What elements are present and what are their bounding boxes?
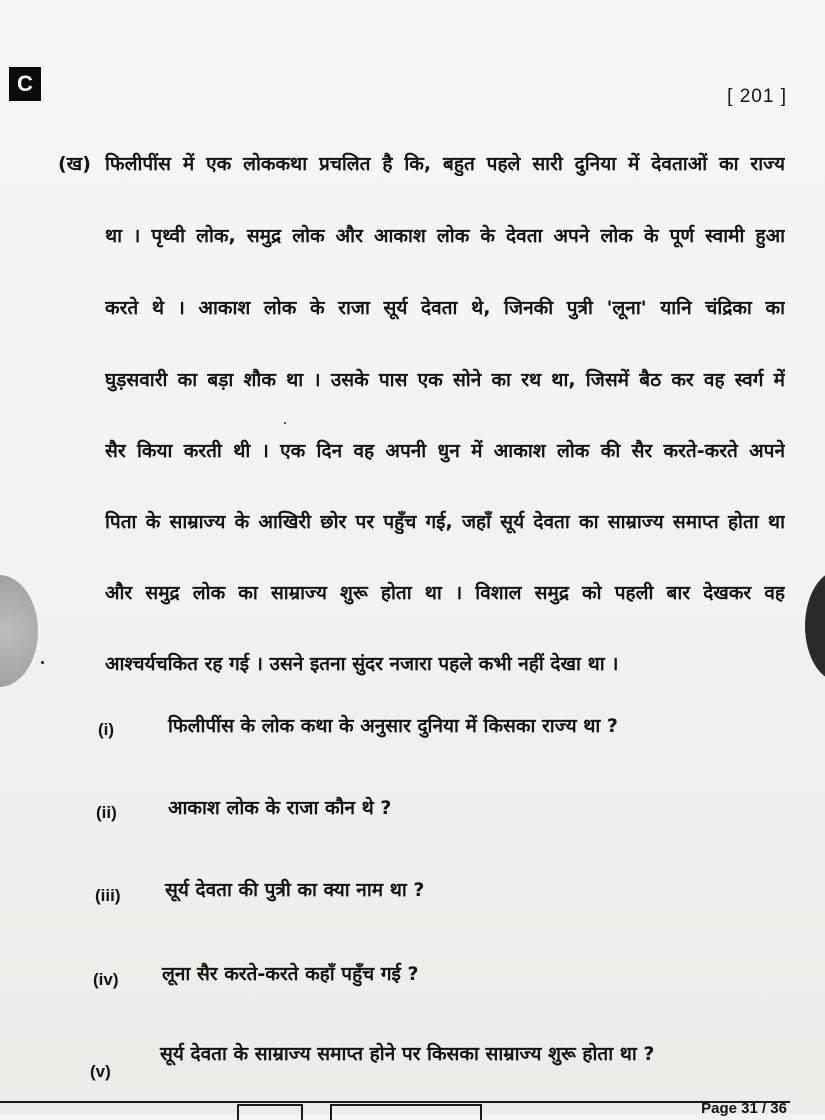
footer-rule — [0, 1101, 790, 1103]
passage-line: सैर किया करती थी । एक दिन वह अपनी धुन में आकाश लोक की सैर करते-करते अपने — [105, 440, 785, 462]
sub-question-number: (v) — [90, 1062, 111, 1081]
passage-line: आश्चर्यचकित रह गई । उसने इतना सुंदर नजारा पहले कभी नहीं देखा था । — [105, 653, 619, 675]
footer-box — [237, 1104, 303, 1120]
sub-question-number: (i) — [98, 720, 115, 739]
passage-line: घुड़सवारी का बड़ा शौक था । उसके पास एक सोने का रथ था, जिसमें बैठ कर वह स्वर्ग में — [105, 369, 785, 391]
passage-line: फिलीपींस में एक लोककथा प्रचलित है कि, बहुत पहले सारी दुनिया में देवताओं का राज्य — [105, 153, 785, 175]
paper-speck — [41, 661, 44, 664]
passage-line: था । पृथ्वी लोक, समुद्र लोक और आकाश लोक के देवता अपने लोक के पूर्ण स्वामी हुआ — [105, 225, 785, 247]
corner-mark: C — [9, 67, 41, 101]
sub-question-number: (ii) — [96, 803, 117, 822]
sub-question-text: फिलीपींस के लोक कथा के अनुसार दुनिया में किसका राज्य था ? — [168, 715, 618, 737]
question-label: (ख) — [58, 153, 91, 175]
footer-box — [330, 1104, 482, 1120]
sub-question-number: (iii) — [95, 886, 121, 905]
passage-line: और समुद्र लोक का साम्राज्य शुरू होता था । विशाल समुद्र को पहली बार देखकर वह — [105, 582, 785, 604]
sub-question-text: सूर्य देवता की पुत्री का क्या नाम था ? — [165, 879, 425, 901]
paper-speck — [284, 422, 286, 424]
binder-hole-left — [0, 575, 38, 687]
page-code: [ 201 ] — [727, 86, 787, 107]
sub-question-number: (iv) — [93, 970, 119, 989]
sub-question-text: आकाश लोक के राजा कौन थे ? — [168, 797, 392, 819]
page-number: Page 31 / 36 — [701, 1100, 787, 1117]
passage-line: पिता के साम्राज्य के आखिरी छोर पर पहुँच गई, जहाँ सूर्य देवता का साम्राज्य समाप्त होता था — [105, 511, 785, 533]
passage-line: करते थे । आकाश लोक के राजा सूर्य देवता थे, जिनकी पुत्री 'लूना' यानि चंद्रिका का — [105, 297, 785, 319]
sub-question-text: सूर्य देवता के साम्राज्य समाप्त होने पर किसका साम्राज्य शुरू होता था ? — [160, 1043, 655, 1065]
binder-hole-right — [805, 570, 825, 682]
sub-question-text: लूना सैर करते-करते कहाँ पहुँच गई ? — [162, 963, 419, 985]
